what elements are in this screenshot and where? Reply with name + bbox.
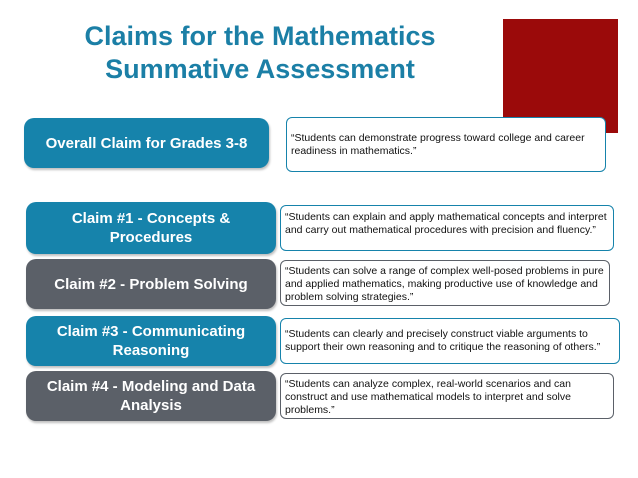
claim-3-text: “Students can clearly and precisely construct viable arguments to support their own reasoning and to critique the reasoning of others.”	[285, 328, 601, 353]
decorative-red-square	[503, 19, 618, 133]
title-line-1: Claims for the Mathematics	[84, 21, 436, 51]
overall-claim-description	[286, 117, 606, 172]
claim-2-label	[26, 259, 276, 309]
claim-3-label-line-1: Claim #3 - Communicating	[56, 323, 246, 340]
claim-1-text: “Students can explain and apply mathematical concepts and interpret and carry out mathematical procedures with precision and fluency.”	[285, 211, 607, 236]
claim-3-label-line-2: Reasoning	[112, 342, 190, 359]
claim-4-text: “Students can analyze complex, real-world scenarios and can construct and use mathematical models to interpret and solve problems.”	[285, 378, 571, 416]
title-line-2: Summative Assessment	[105, 54, 415, 84]
claim-4-description	[280, 373, 614, 419]
claim-4-label	[26, 371, 276, 421]
overall-claim-label	[24, 118, 269, 168]
claim-4-label-line-2: Analysis	[120, 397, 182, 414]
claim-2-description	[280, 260, 610, 306]
page-title	[40, 20, 480, 86]
claim-2-label-line-1: Claim #2 - Problem Solving	[54, 275, 248, 293]
overall-claim-label-text: Overall Claim for Grades 3-8	[45, 134, 248, 152]
claim-1-description	[280, 205, 614, 251]
claim-3-description	[280, 318, 620, 364]
claim-1-label-line-1: Claim #1 - Concepts &	[71, 210, 231, 227]
claim-1-label-line-2: Procedures	[109, 229, 193, 246]
claim-4-label-line-1: Claim #4 - Modeling and Data	[46, 378, 256, 395]
overall-claim-text: “Students can demonstrate progress toward college and career readiness in mathematics.”	[291, 132, 585, 157]
claim-2-text: “Students can solve a range of complex well-posed problems in pure and applied mathematics, making productive use of knowledge and problem solving strategies.”	[285, 265, 604, 303]
claim-1-label	[26, 202, 276, 254]
claim-3-label	[26, 316, 276, 366]
